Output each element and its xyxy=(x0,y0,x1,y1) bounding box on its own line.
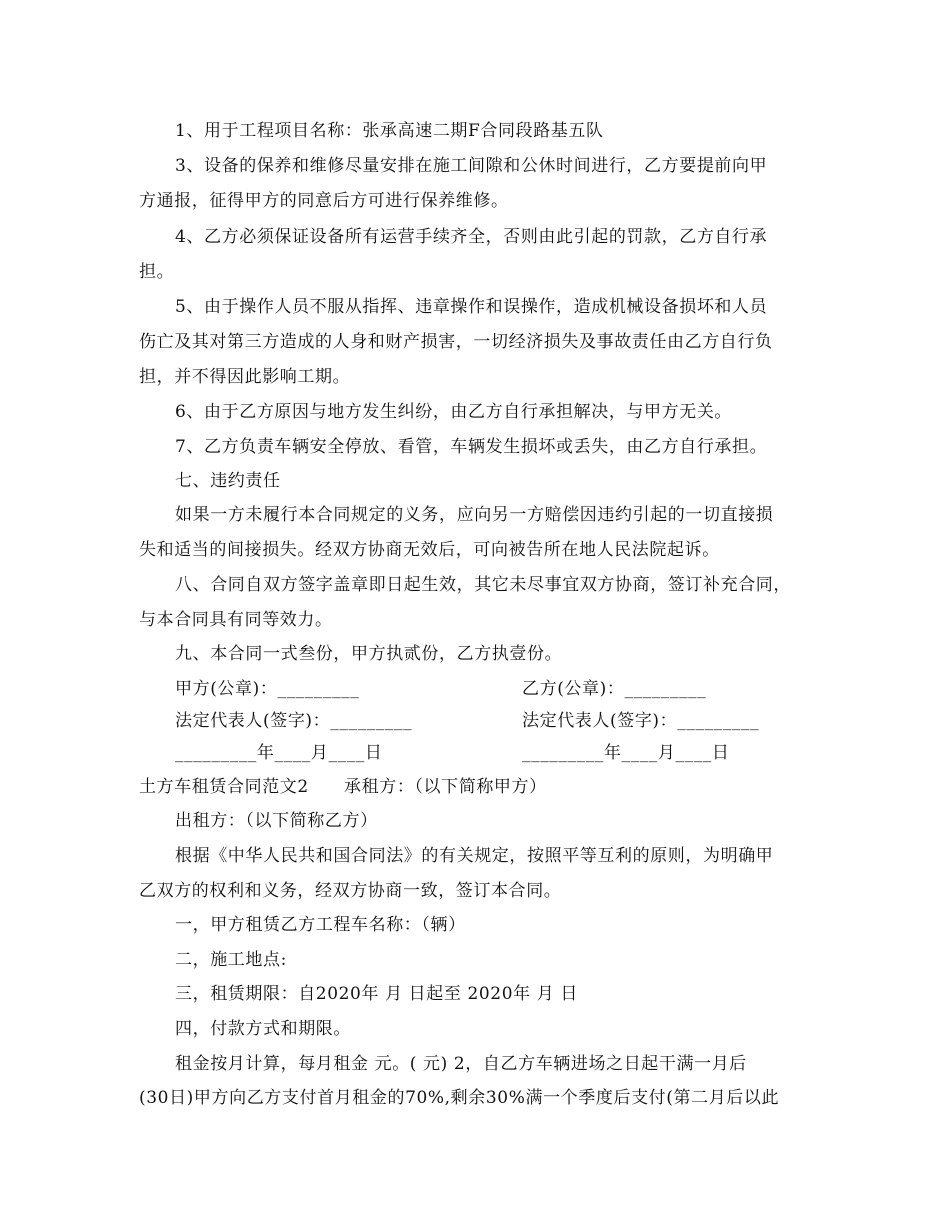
clause-term: 三，租赁期限：自2020年 月 日起至 2020年 月 日 xyxy=(175,984,578,1004)
party-a-date: _________年____月____日 xyxy=(175,743,383,763)
clause-1: 1、用于工程项目名称：张承高速二期F合同段路基五队 xyxy=(175,121,604,141)
clause-vehicle: 一，甲方租赁乙方工程车名称：（辆） xyxy=(175,915,466,935)
clause-4-cont: 担。 xyxy=(139,262,175,282)
lessor-line: 出租方：（以下简称乙方） xyxy=(175,811,378,831)
clause-7: 7、乙方负责车辆安全停放、看管，车辆发生损坏或丢失，由乙方自行承担。 xyxy=(175,437,768,457)
payment-text: 租金按月计算，每月租金 元。( 元) 2，自乙方车辆进场之日起干满一月后 xyxy=(175,1054,747,1074)
clause-site: 二，施工地点: xyxy=(175,950,287,970)
liability-text-cont: 失和适当的间接损失。经双方协商无效后，可向被告所在地人民法院起诉。 xyxy=(139,540,720,560)
clause-3: 3、设备的保养和维修尽量安排在施工间隙和公休时间进行，乙方要提前向甲 xyxy=(175,156,768,176)
clause-effective: 八、合同自双方签字盖章即日起生效，其它未尽事宜双方协商，签订补充合同， xyxy=(175,575,791,595)
party-b-rep: 法定代表人(签字)：_________ xyxy=(522,711,760,731)
clause-6: 6、由于乙方原因与地方发生纠纷，由乙方自行承担解决，与甲方无关。 xyxy=(175,402,733,422)
clause-payment: 四，付款方式和期限。 xyxy=(175,1019,351,1039)
clause-3-cont: 方通报，征得甲方的同意后方可进行保养维修。 xyxy=(139,191,509,211)
clause-4: 4、乙方必须保证设备所有运营手续齐全，否则由此引起的罚款，乙方自行承 xyxy=(175,227,768,247)
clause-5-cont2: 担，并不得因此影响工期。 xyxy=(139,367,351,387)
party-a-seal: 甲方(公章)：_________ xyxy=(175,679,360,699)
party-b-date: _________年____月____日 xyxy=(522,743,730,763)
liability-text: 如果一方未履行本合同规定的义务，应向另一方赔偿因违约引起的一切直接损 xyxy=(175,505,774,525)
clause-copies: 九、本合同一式叁份，甲方执贰份，乙方执壹份。 xyxy=(175,644,563,664)
party-a-rep: 法定代表人(签字)：_________ xyxy=(175,711,413,731)
section-heading-liability: 七、违约责任 xyxy=(175,471,281,491)
clause-5: 5、由于操作人员不服从指挥、违章操作和误操作，造成机械设备损坏和人员 xyxy=(175,297,768,317)
payment-text-cont: (30日)甲方向乙方支付首月租金的70%,剩余30%满一个季度后支付(第二月后以此 xyxy=(139,1088,780,1108)
clause-effective-cont: 与本合同具有同等效力。 xyxy=(139,610,333,630)
preamble-cont: 乙双方的权利和义务，经双方协商一致，签订本合同。 xyxy=(139,881,562,901)
party-b-seal: 乙方(公章)：_________ xyxy=(522,679,707,699)
clause-5-cont: 伤亡及其对第三方造成的人身和财产损害，一切经济损失及事故责任由乙方自行负 xyxy=(139,332,773,352)
contract-2-title: 土方车租赁合同范文2 承租方：（以下简称甲方） xyxy=(139,777,547,797)
preamble: 根据《中华人民共和国合同法》的有关规定，按照平等互利的原则，为明确甲 xyxy=(175,846,774,866)
